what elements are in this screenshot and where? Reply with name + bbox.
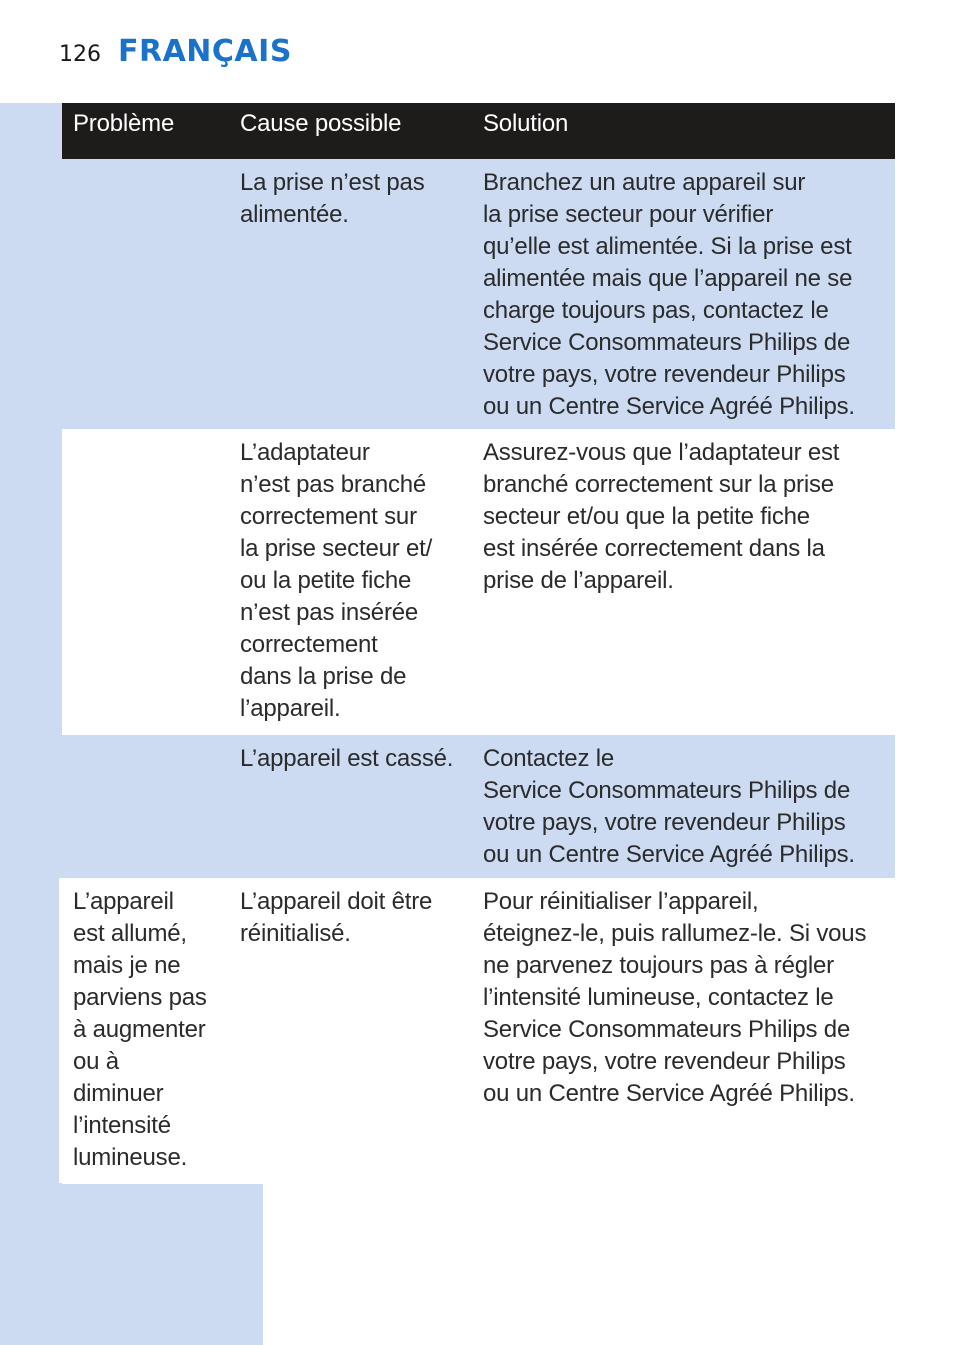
solution-cell bbox=[483, 743, 893, 871]
table-row bbox=[62, 429, 895, 735]
text-line: votre pays, votre revendeur Philips bbox=[483, 1048, 846, 1075]
text-line: alimentée mais que l’appareil ne se bbox=[483, 265, 853, 292]
text-line: L’appareil doit être bbox=[240, 888, 433, 915]
text-line: éteignez-le, puis rallumez-le. Si vous bbox=[483, 920, 867, 947]
text-line: L’adaptateur bbox=[240, 439, 370, 466]
text-line: qu’elle est alimentée. Si la prise est bbox=[483, 233, 852, 260]
text-line: Contactez le bbox=[483, 745, 615, 772]
cause-cell bbox=[240, 167, 470, 231]
text-line: Assurez-vous que l’adaptateur est bbox=[483, 439, 840, 466]
text-line: réinitialisé. bbox=[240, 920, 351, 947]
text-line: diminuer bbox=[73, 1080, 164, 1107]
section-title: FRANÇAIS bbox=[118, 34, 292, 69]
solution-cell bbox=[483, 167, 893, 423]
text-line: la prise secteur et/ bbox=[240, 535, 433, 562]
text-line: correctement sur bbox=[240, 503, 417, 530]
text-line: Pour réinitialiser l’appareil, bbox=[483, 888, 759, 915]
text-line: ou la petite fiche bbox=[240, 567, 412, 594]
text-line: branché correctement sur la prise bbox=[483, 471, 834, 498]
troubleshooting-table bbox=[62, 103, 895, 1184]
column-header-problem: Problème bbox=[73, 110, 175, 137]
column-header-cause: Cause possible bbox=[240, 110, 402, 137]
text-line: dans la prise de bbox=[240, 663, 407, 690]
text-line: Branchez un autre appareil sur bbox=[483, 169, 806, 196]
text-line: n’est pas branché bbox=[240, 471, 427, 498]
table-row bbox=[62, 878, 895, 1184]
text-line: l’intensité bbox=[73, 1112, 171, 1139]
cause-cell bbox=[240, 437, 470, 725]
text-line: votre pays, votre revendeur Philips bbox=[483, 361, 846, 388]
table-header-row bbox=[62, 103, 895, 159]
text-line: Service Consommateurs Philips de bbox=[483, 777, 851, 804]
text-line: alimentée. bbox=[240, 201, 349, 228]
text-line: ou un Centre Service Agréé Philips. bbox=[483, 393, 855, 420]
cause-cell bbox=[240, 886, 470, 950]
text-line: lumineuse. bbox=[73, 1144, 188, 1171]
text-line: la prise secteur pour vérifier bbox=[483, 201, 774, 228]
text-line: votre pays, votre revendeur Philips bbox=[483, 809, 846, 836]
solution-cell bbox=[483, 886, 893, 1110]
column-header-solution: Solution bbox=[483, 110, 569, 137]
page-number: 126 bbox=[59, 42, 101, 67]
solution-cell bbox=[483, 437, 893, 597]
text-line: Service Consommateurs Philips de bbox=[483, 1016, 851, 1043]
text-line: ou un Centre Service Agréé Philips. bbox=[483, 841, 855, 868]
text-line: l’appareil. bbox=[240, 695, 341, 722]
cause-cell bbox=[240, 743, 470, 775]
text-line: est insérée correctement dans la bbox=[483, 535, 825, 562]
text-line: correctement bbox=[240, 631, 378, 658]
problem-cell bbox=[73, 886, 223, 1174]
text-line: ou à bbox=[73, 1048, 119, 1075]
text-line: à augmenter bbox=[73, 1016, 206, 1043]
text-line: parviens pas bbox=[73, 984, 207, 1011]
text-line: secteur et/ou que la petite fiche bbox=[483, 503, 810, 530]
table-row bbox=[62, 159, 895, 429]
text-line: Service Consommateurs Philips de bbox=[483, 329, 851, 356]
text-line: ou un Centre Service Agréé Philips. bbox=[483, 1080, 855, 1107]
text-line: La prise n’est pas bbox=[240, 169, 425, 196]
text-line: ne parvenez toujours pas à régler bbox=[483, 952, 834, 979]
text-line: n’est pas insérée bbox=[240, 599, 419, 626]
text-line: mais je ne bbox=[73, 952, 181, 979]
text-line: L’appareil bbox=[73, 888, 174, 915]
text-line: charge toujours pas, contactez le bbox=[483, 297, 829, 324]
table-row bbox=[62, 735, 895, 878]
text-line: est allumé, bbox=[73, 920, 187, 947]
text-line: L’appareil est cassé. bbox=[240, 745, 454, 772]
text-line: l’intensité lumineuse, contactez le bbox=[483, 984, 834, 1011]
text-line: prise de l’appareil. bbox=[483, 567, 674, 594]
